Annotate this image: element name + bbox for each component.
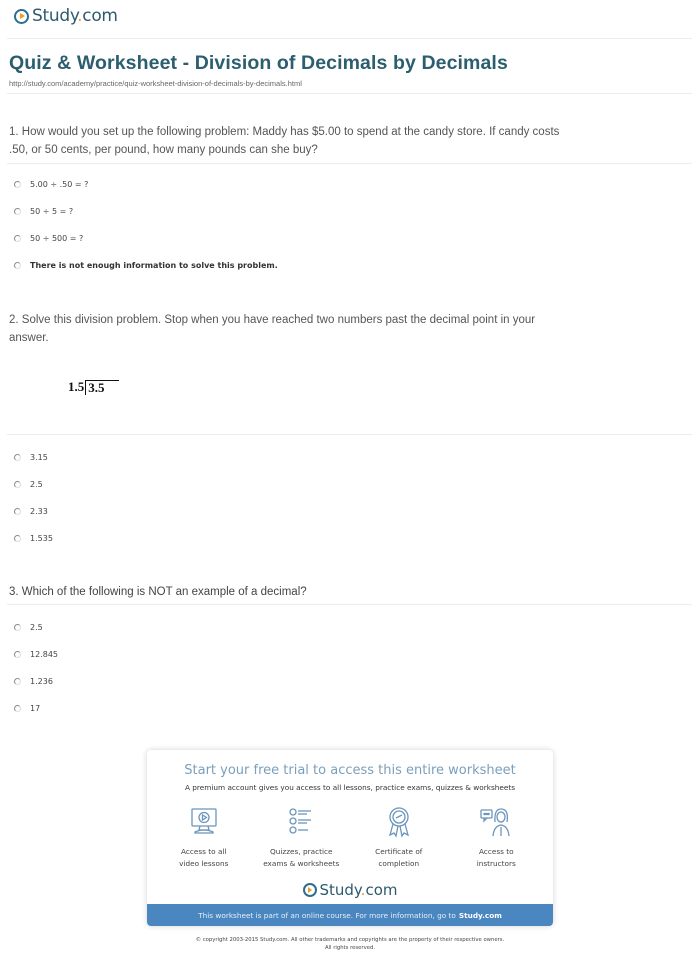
q3-option-2[interactable]: 12.845 (14, 650, 58, 659)
dividend: 3.5 (85, 380, 118, 395)
play-logo-icon (14, 9, 29, 24)
radio-button[interactable] (14, 705, 21, 712)
free-trial-promo (147, 750, 553, 926)
q2-option-4[interactable]: 1.535 (14, 534, 53, 543)
promo-study-logo[interactable]: Study.com (147, 881, 553, 899)
page-url: http://study.com/academy/practice/quiz-worksheet-division-of-decimals-by-decimals.html (9, 79, 302, 88)
radio-button[interactable] (14, 624, 21, 631)
radio-button[interactable] (14, 508, 21, 515)
q1-option-4[interactable]: There is not enough information to solve this problem. (14, 261, 278, 270)
divider (7, 434, 692, 435)
promo-subline: A premium account gives you access to all lessons, practice exams, quizzes & worksheets (184, 783, 516, 792)
radio-button[interactable] (14, 481, 21, 488)
q2-option-3[interactable]: 2.33 (14, 507, 48, 516)
feature-certificate: Certificate of completion (353, 806, 445, 870)
study-logo[interactable] (14, 6, 118, 26)
quiz-list-icon (284, 806, 318, 838)
radio-button[interactable] (14, 208, 21, 215)
feature-quizzes: Quizzes, practice exams & worksheets (255, 806, 347, 870)
study-link[interactable]: Study.com (458, 910, 502, 920)
instructor-icon (479, 806, 513, 838)
q1-option-1[interactable]: 5.00 ÷ .50 = ? (14, 180, 88, 189)
course-info-banner: This worksheet is part of an online course. For more information, go to Study.com (147, 904, 553, 926)
radio-button[interactable] (14, 454, 21, 461)
question-2-text: 2. Solve this division problem. Stop when you have reached two numbers past the decimal point in your answer. (9, 314, 536, 344)
certificate-icon (382, 806, 416, 838)
radio-button[interactable] (14, 678, 21, 685)
question-1-text: 1. How would you set up the following problem: Maddy has $5.00 to spend at the candy store. If candy costs .50, or 50 cents, per pound, how many pounds can she buy? (9, 126, 560, 156)
q3-option-4[interactable]: 17 (14, 704, 40, 713)
q3-option-3[interactable]: 1.236 (14, 677, 53, 686)
q3-option-1[interactable]: 2.5 (14, 623, 43, 632)
q2-option-1[interactable]: 3.15 (14, 453, 48, 462)
radio-button[interactable] (14, 262, 21, 269)
divider (7, 163, 692, 164)
question-3-text: 3. Which of the following is NOT an example of a decimal? (9, 586, 307, 598)
divisor: 1.5 (68, 379, 85, 394)
play-logo-icon (303, 883, 317, 897)
divider (7, 604, 692, 605)
divider (7, 38, 692, 39)
logo-text: Study.com (32, 6, 118, 26)
divider (7, 93, 692, 94)
feature-video-lessons: Access to all video lessons (158, 806, 250, 870)
promo-headline[interactable]: Start your free trial to access this entire worksheet (184, 763, 516, 778)
q1-option-3[interactable]: 50 ÷ 500 = ? (14, 234, 83, 243)
radio-button[interactable] (14, 235, 21, 242)
copyright-notice: © copyright 2003-2015 Study.com. All other trademarks and copyrights are the property of their respective owners. All rights reserved. (195, 937, 505, 951)
feature-list (147, 806, 553, 870)
feature-instructors: Access to instructors (450, 806, 542, 870)
radio-button[interactable] (14, 181, 21, 188)
page-title: Quiz & Worksheet - Division of Decimals by Decimals (9, 52, 508, 74)
q1-option-2[interactable]: 50 ÷ 5 = ? (14, 207, 73, 216)
radio-button[interactable] (14, 651, 21, 658)
radio-button[interactable] (14, 535, 21, 542)
q2-option-2[interactable]: 2.5 (14, 480, 43, 489)
long-division-figure (68, 379, 119, 395)
video-lesson-icon (187, 806, 221, 838)
